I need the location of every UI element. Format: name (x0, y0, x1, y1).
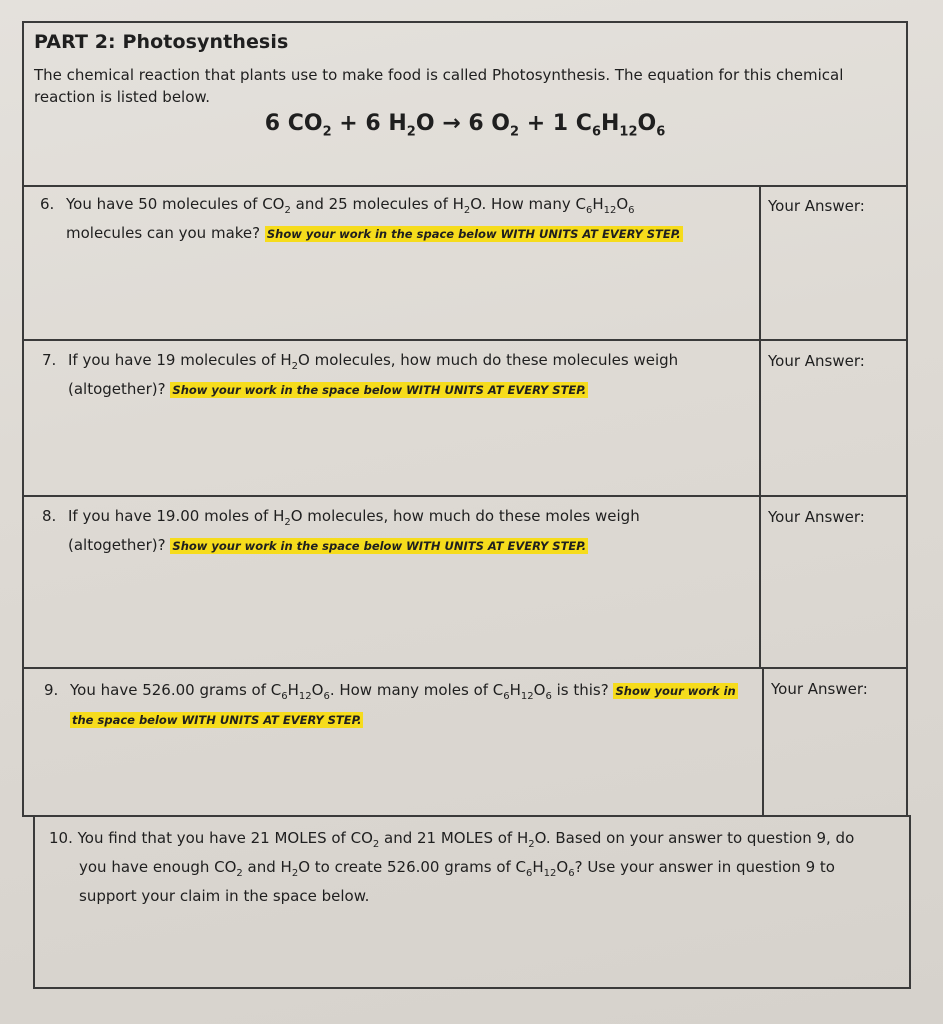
question-10: 10. You find that you have 21 MOLES of $CO_2$ and 21 MOLES of $H_2O$. Based on your answer to question 9, do you have enough $CO_2$ and $H_2O$ to create 526.00 grams of $C_6H_{12}O_6$? Use your answer in question 9 to support your claim in the space below. (49, 829, 855, 905)
row-divider (24, 495, 906, 497)
photosynthesis-equation: 6 $CO_2 + 6$ $H_2O \to 6$ $O_2 + 1$ $C_6H_{12}O_6$ (264, 111, 666, 140)
answer-label-q6: Your Answer: (768, 197, 865, 215)
header-section (22, 21, 908, 187)
question-10-box (33, 815, 911, 989)
row-divider (24, 339, 906, 341)
work-instruction-highlight: the space below WITH UNITS AT EVERY STEP. (72, 713, 362, 727)
answer-label-q8: Your Answer: (768, 508, 865, 526)
work-instruction-highlight: Show your work in (615, 684, 736, 698)
work-instruction-highlight: Show your work in the space below WITH UNITS AT EVERY STEP. (172, 383, 587, 397)
intro-text: The chemical reaction that plants use to make food is called Photosynthesis. The equation for this chemical reaction is listed below. (34, 66, 844, 106)
answer-label-q7: Your Answer: (768, 352, 865, 370)
work-instruction-highlight: Show your work in the space below WITH UNITS AT EVERY STEP. (172, 539, 587, 553)
question-6: 6. You have 50 molecules of $CO_2$ and 25 molecules of $H_2O$. How many $C_6H_{12}O_6$ molecules can you make? Show your work in the space below WITH UNITS AT EVERY STEP. (40, 195, 681, 242)
row-divider (24, 667, 906, 669)
question-7: 7. If you have 19 molecules of $H_2O$ molecules, how much do these molecules weigh (altogether)? Show your work in the space below WITH UNITS AT EVERY STEP. (42, 351, 679, 398)
question-8: 8. If you have 19.00 moles of $H_2O$ molecules, how much do these moles weigh (altogether)? Show your work in the space below WITH UNITS AT EVERY STEP. (42, 507, 640, 554)
part-title: PART 2: Photosynthesis (34, 31, 289, 53)
answer-column-divider (759, 187, 761, 667)
answer-label-q9: Your Answer: (771, 680, 868, 698)
question-9: 9. You have 526.00 grams of $C_6H_{12}O_6$. How many moles of $C_6H_{12}O_6$ is this? Show your work in the space below WITH UNITS AT EVERY STEP. (44, 681, 736, 727)
work-instruction-highlight: Show your work in the space below WITH UNITS AT EVERY STEP. (266, 227, 681, 241)
questions-grid (22, 185, 908, 817)
answer-column-divider-q9 (762, 667, 764, 817)
